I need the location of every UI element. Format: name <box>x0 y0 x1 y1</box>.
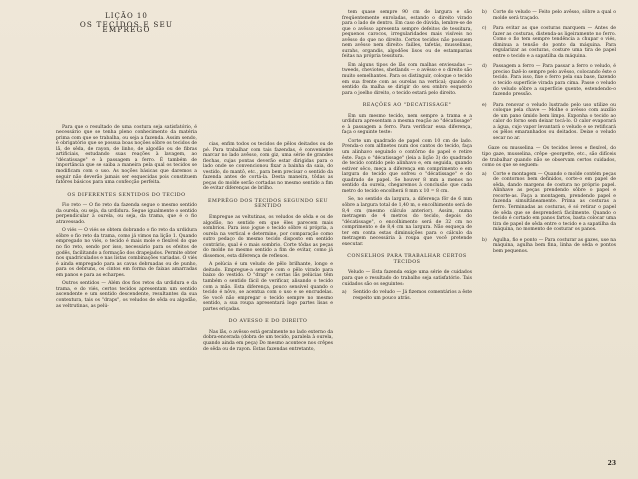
list-item-text: Para renovar o veludo lustrado pelo uso utilize ou coloque pela chave — Molhe o avêsso com auxílio de um pano úmido bem limpo. Exponha o tecido ao calor do forno sem deixar tocá-lo. O calor evaporará a água, cujo vapor levantará o veludo e se retificará os pêlos emaranhados ou deitados. Deixe o veludo secar no ar. <box>493 102 616 141</box>
list-item-text: Para evitar as que costuras marquem — Antes de fazer as costuras, distenda-as ligeiramente no ferro. Como o fio tem sempre tendência a chupar o viés, diminua a tensão do ponto da máquina. Para regularizar as costuras, costure uma tira de papel entre o tecido e a sapatilha da máquina. <box>493 26 616 59</box>
list-item-text: Corte e montagem — Quando o molde contém peças de contornos bem definidos, corte-o em papel de sêda, dando margens de costura no próprio papel. Alinhave as peças prendendo sôbre o papel e recorte-as. Faça a montagem, prendendo papel e fazenda simultâneamente. Prima as costuras a ferro. Terminadas as costuras, é só retirar o papel de sêda que se desprenderá fàcilmente. Quando o tecido é cortado em panos fartos, basta colocar uma tira de papel de sêda entre o tecido e a sapatilha da máquina, no momento de costurar os panos. <box>493 171 616 233</box>
paragraph: Fio reto — O fio reto da fazenda segue o mesmo sentido da ourela, ou seja, da urdidura. Segue igualmente o sentido perpendicular à ourela, ou seja, da trama, que é o fio atravessado. <box>56 203 197 225</box>
section-heading-reacoes: REAÇÕES AO "DECATISSAGE" <box>362 103 452 109</box>
list-item <box>482 64 616 97</box>
section-heading-conselhos: CONSELHOS PARA TRABALHAR CERTOS TECIDOS <box>347 254 467 265</box>
section-heading-avesso: DO AVESSO E DO DIREITO <box>228 319 308 325</box>
list-item-label: a) <box>482 171 487 177</box>
paragraph: Nas lãs, o avêsso está geralmente no lado externo da dobra-encerada (dobra de um tecido, paralela à ourela, quando ainda em peça) Do mesmo acontece nos crêpes de sêda ou de rayon. Estas fazendas entretanto, <box>203 329 334 352</box>
paragraph: Gaze ou musselina — Os tecidos leves e flexível, do tipo gaze, musselina, crêpe -georgette, etc., são difíceis de trabalhar quando não se observam certos cuidados, como os que se seguem: <box>482 146 616 169</box>
column-right <box>482 10 616 259</box>
list-item <box>342 290 472 301</box>
section-heading-emprego: EMPRÊGO DOS TECIDOS SEGUNDO SEU SENTIDO <box>208 198 328 210</box>
list-item-label: a) <box>342 290 347 296</box>
list-item-label: d) <box>482 64 487 70</box>
list-item-label: b) <box>482 237 487 243</box>
paragraph: Se, no sentido da largura, a diferença fôr de 6 mm sôbre a largura total de 1,40 m, o encolhimento será de 8,4 cm (mesmo cálculo anterior). Assim, numa metragem de 4 metros do tecido, depois do "décatissage", o encolhimento será de 32 cm no comprimento e de 8,4 cm na largura. Não esqueça de ter em conta estas diminuições para o cálculo da metragem necessária à roupa que você pretende executar. <box>342 197 472 247</box>
page-number: 23 <box>607 460 616 467</box>
paragraph: O viés — O viés se obtem dobrando o fio reto da urdidura sôbre o fio reto da trama, como já vimos na lição 1. Quando empregado no viés, o tecido é mais mole e flexível do que no fio reto, sendo por isso, necessário para os efeitos de godês, facilitando a formação dos drapejados. Permite obter nos quadriculados e nas listas combinações variadas. O viés é ainda empregado para as cavas debruadas ou de punho, para os debruns, os cintos em forma de faixas amarradas em panos e para as echarpes. <box>56 228 197 278</box>
paragraph: Outros sentidos — Além dos fios retos da urdidura e da trama, e do viés, certos tecidos apresentam um sentido ascendente e um sentido descendente, resultantes da sua contextura, tais os "draps", os veludos de sêda ou algodão, as veltrutinas, as pelú- <box>56 281 197 309</box>
list-item <box>482 238 616 255</box>
paragraph: A pelúcia é um veludo de pêlo brilhante, longo e deitado. Empregue-a sempre com o pêlo virado para baixo do vestido. O "drap" e certas lãs pelúcias têm também o sentido fácil de verificar, alisando o tecido com a mão. Esta diferença, pouco sensível quando o tecido é nôvo, se acentua com o uso e se encrudelas. Se você não empregar o tecido sempre no mesmo sentido, a sua roupa apresentará logo partes lisas e partes eriçadas. <box>203 262 333 312</box>
paragraph: cias, enfim todos os tecidos de pêlos deitados ou de pé. Para trabalhar com tais fazendas, é conveniente marcar no lado avêsso, com giz, uma série de grandes flechas, cujas pontas deverão estar dirigidas para o lado onde se convencionou fixar a bainha da saia, do vestido, do mantô, etc., para bem precisar o sentido da fazenda antes de cortá-la. Desta maneira, tôdas as peças do molde serão cortadas no mesmo sentido a fim de evitar diferenças de brilho. <box>203 142 333 192</box>
list-item-label: b) <box>482 10 487 15</box>
list-item-text: Agulha, fio e ponto — Para costurar as gazes, use na máquina, agulha bem fina, linha de sêda e pontos bem pequenos. <box>493 237 616 254</box>
paragraph: Corte um quadrado de papel com 10 cm de lado. Prenda-o com alfinetes num dos cantos do tecido, faça um alinhavo seguindo o contôrno do papel e retire êste. Faça o "décatissage" (leia a lição 3) do quadrado de tecido contido pelo alinhavo e, em seguida, quando estiver sêco, meça a diferença em comprimento e em largura do tecido que sofreu o "décatissage" e do quadrado de papel. Se houver 8 mm a menos no sentido da ourela, chegaremos à conclusão que cada metro do tecido encolherá 8 mm x 10 = 8 cm. <box>342 138 472 194</box>
column-left <box>56 10 197 312</box>
intro-paragraph: Para que o resultado de uma costura seja satisfatório, é necessário que se tenha pleno conhecimento da matéria prima com que se trabalha, ou seja a fazenda. Assim sendo, é obrigatório que se possua boas noções sôbre os tecidos de lã, de sêda, de rayon, de linho, de algodão ou de fibras artificiais, estudando suas reações à lavagem, ao "décatissage" e à passagem a ferro. É também de importância que se saiba a maneira pela qual os tecidos se modificam com o uso. As noções básicas que daremos a seguir não deverão jamais ser esquecidas pois constituem fatôres básicos para uma confecção perfeita. <box>56 124 197 186</box>
list-item-text: Corte do veludo — Feito pelo avêsso, sôbre a qual o molde será traçado. <box>493 10 616 21</box>
list-item-text: Sentido do veludo — Já fizemos comentários a êste respeito um pouco atrás. <box>353 290 472 301</box>
paragraph: Empregue as veltutinas, os veludos de sêda e os de algodão, no sentido em que êles parecem mais sombrios. Para isso jogue o tecido sôbre si própria, a ourela na vertical e determine, por comparação como sutro pedaço do mesmo tecido disposto em sentido contrário, qual é o mais sombrio. Corte tôdas as peças do molde no mesmo sentido a fim de evitar, como já dissemos, esta diferença de reflexos. <box>203 215 333 259</box>
column-center-right <box>342 10 472 306</box>
list-item-label: e) <box>482 102 487 108</box>
list-item-text: Passagem a ferro — Para passar a ferro o veludo, é preciso fazê-lo sempre pelo avêsso, colocando êste o tecido. Para isso, fixe o ferro pela sua base, fazendo o tecido superfície virada para cima. Passe o veludo do veludo sôbre a superfície quente, estendendo-o fazendo pressão. <box>493 64 616 98</box>
paragraph: Em alguns tipos de lãs com malhas enviesadas — tweeds, cheviotes, shetlands — o avêsso e o direito são muito semelhantes. Para os distinguir, coloque o tecido em sua frente com as ourelas na vertical; quando o sentido da malha se dirigir do seu ombro esquerdo para o joelho direito, o tecido estará pelo direito. <box>342 62 472 96</box>
list-item <box>482 10 616 21</box>
paragraph: Em um mesmo tecido, nem sempre a trama e a urdidura apresentam a mesma reação ao "décatissage" e à passagem a ferro. Para verificar essa diferença, faça o seguinte teste: <box>342 113 472 136</box>
list-item <box>482 26 616 59</box>
chapter-title: OS TECIDOS E SEU EMPREGO <box>79 19 174 35</box>
paragraph: Veludo — Esta fazenda exige uma série de cuidados para que o resultado do trabalho seja satisfatório. Tais cuidados são os seguintes: <box>342 270 472 287</box>
list-item-label: c) <box>482 26 487 32</box>
paragraph: tem quase sempre 90 cm de largura e são freqüentemente enroladas, estando o direito virado para o lado de dentro. Em caso de dúvida, lembre-se de que o avêsso apresenta sempre defeitos de tessitura, pequenos carocos, irregularidades mais visíveis no avêsso do que no direito. Certos tecidos não possuem nem avêsso nem direito: failles, tafetás, musselinas, surahs, organdis, algodões lisos ou de estamparias feitas na própria tessitura. <box>342 10 472 60</box>
lesson-heading: LIÇÃO 10 <box>105 12 148 20</box>
section-heading-sentidos: OS DIFERENTES SENTIDOS DO TECIDO <box>67 192 186 198</box>
list-item <box>482 103 616 142</box>
list-item <box>482 172 616 233</box>
column-middle <box>203 142 333 355</box>
